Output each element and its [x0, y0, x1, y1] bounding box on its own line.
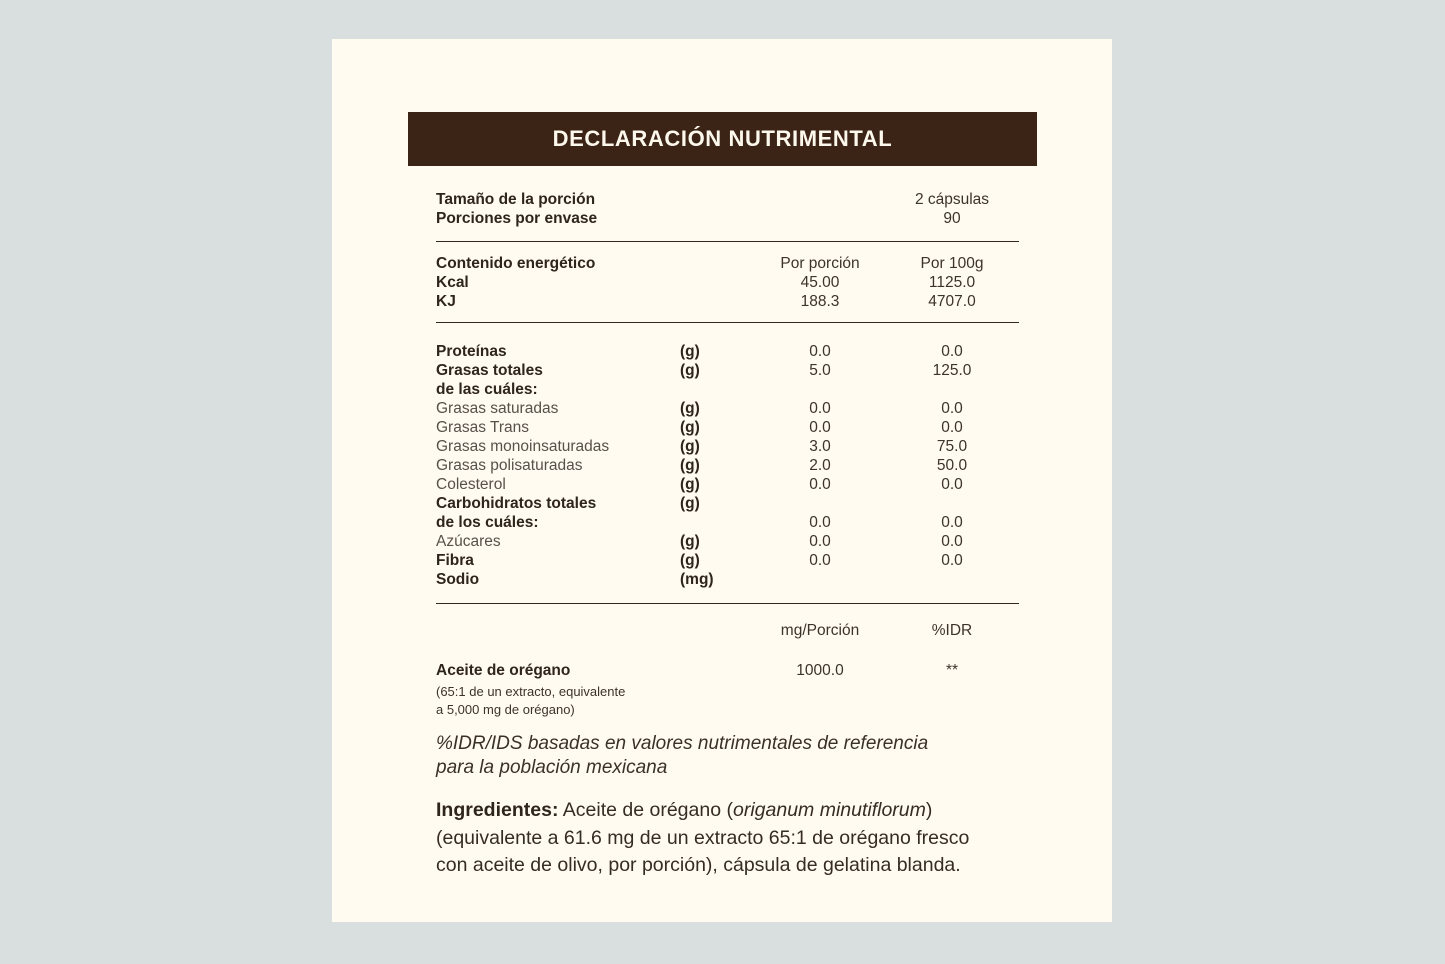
nutrient-per-100g: 75.0: [936, 438, 968, 455]
nutrient-per-serving: 0.0: [809, 476, 831, 493]
energy-label: Contenido energético: [436, 255, 596, 272]
nutrient-per-serving: 0.0: [809, 343, 831, 360]
nutrient-unit: (g): [680, 343, 700, 360]
nutrient-label: Carbohidratos totales: [436, 495, 597, 512]
nutrient-unit: (g): [680, 457, 700, 474]
nutrient-label: de los cuáles:: [436, 514, 539, 531]
serving-section: [436, 190, 1019, 228]
nutrient-per-100g: 0.0: [941, 419, 963, 436]
label-title: DECLARACIÓN NUTRIMENTAL: [552, 126, 893, 151]
serving-size-value: 2 cápsulas: [914, 191, 990, 208]
table-row: [436, 273, 1019, 292]
nutrient-per-serving: [755, 494, 885, 513]
table-row: [436, 292, 1019, 311]
nutrient-label: Azúcares: [436, 533, 501, 550]
supplement-per-serving: 1000.0: [796, 662, 844, 679]
nutrient-per-100g: 0.0: [941, 476, 963, 493]
nutrient-unit: (g): [680, 438, 700, 455]
table-row: [436, 254, 1019, 273]
table-row: [436, 513, 1019, 532]
supplement-header-row: [436, 621, 1019, 640]
nutrient-unit: (mg): [680, 571, 714, 588]
ingredients-line1: [436, 797, 1019, 825]
ingredients-text-after-italic: ): [925, 799, 933, 821]
nutrient-per-serving: 0.0: [809, 514, 831, 531]
supplement-name: Aceite de orégano: [436, 662, 571, 679]
kcal-per-100g: 1125.0: [928, 274, 976, 291]
nutrients-table: [436, 342, 1019, 589]
table-row: [436, 361, 1019, 380]
kcal-per-serving: 45.00: [800, 274, 840, 291]
table-row: [436, 380, 1019, 399]
table-row: [436, 418, 1019, 437]
nutrient-per-serving: 0.0: [809, 400, 831, 417]
spacer: [436, 621, 755, 640]
nutrient-label: Grasas Trans: [436, 419, 530, 436]
kj-per-serving: 188.3: [800, 293, 840, 310]
nutrient-label: Fibra: [436, 552, 474, 569]
label-content: [332, 166, 1112, 880]
column-header-per-100g: Por 100g: [920, 255, 984, 272]
supplement-row: [436, 661, 1019, 718]
table-row: [436, 190, 1019, 209]
nutrient-per-serving: 0.0: [809, 533, 831, 550]
nutrient-per-100g: [885, 570, 1019, 589]
column-header-mg-per-serving: mg/Porción: [780, 622, 860, 639]
nutrient-per-100g: 50.0: [936, 457, 968, 474]
table-row: [436, 342, 1019, 361]
table-row: [436, 399, 1019, 418]
nutrient-unit: (g): [680, 495, 700, 512]
nutrient-per-serving: [755, 380, 885, 399]
nutrient-per-serving: 2.0: [809, 457, 831, 474]
table-row: [436, 456, 1019, 475]
ingredients-label: Ingredientes:: [436, 799, 559, 821]
idr-footnote-line2: para la población mexicana: [436, 757, 668, 778]
divider: [436, 603, 1019, 604]
kj-per-100g: 4707.0: [928, 293, 976, 310]
ingredients-line3: con aceite de olivo, por porción), cápsula de gelatina blanda.: [436, 854, 961, 876]
kj-label: KJ: [436, 293, 456, 310]
nutrient-label: Proteínas: [436, 343, 507, 360]
serving-size-label: Tamaño de la porción: [436, 191, 596, 208]
servings-per-container-value: 90: [943, 210, 961, 227]
table-row: [436, 475, 1019, 494]
divider: [436, 322, 1019, 323]
nutrient-per-100g: 0.0: [941, 552, 963, 569]
nutrient-label: Sodio: [436, 571, 480, 588]
nutrient-label: Grasas saturadas: [436, 400, 559, 417]
nutrient-per-serving: 3.0: [809, 438, 831, 455]
table-row: [436, 551, 1019, 570]
servings-per-container-label: Porciones por envase: [436, 210, 598, 227]
kcal-label: Kcal: [436, 274, 469, 291]
table-row: [436, 532, 1019, 551]
nutrient-unit: (g): [680, 419, 700, 436]
energy-section: [436, 254, 1019, 311]
nutrient-per-serving: 5.0: [809, 362, 831, 379]
nutrient-unit: (g): [680, 533, 700, 550]
nutrient-per-serving: [755, 570, 885, 589]
nutrient-per-100g: 0.0: [941, 514, 963, 531]
nutrient-label: Grasas totales: [436, 362, 543, 379]
nutrient-per-100g: [885, 380, 1019, 399]
nutrient-per-100g: [885, 494, 1019, 513]
ingredients-line2: (equivalente a 61.6 mg de un extracto 65:1 de orégano fresco: [436, 826, 970, 849]
nutrient-unit: [680, 380, 755, 399]
idr-footnote: [436, 732, 1019, 780]
idr-footnote-line1: %IDR/IDS basadas en valores nutrimentales de referencia: [436, 733, 929, 754]
table-row: [436, 570, 1019, 589]
column-header-idr: %IDR: [931, 622, 973, 639]
nutrient-label: Grasas polisaturadas: [436, 457, 583, 474]
nutrient-unit: (g): [680, 552, 700, 569]
nutrient-per-100g: 125.0: [932, 362, 972, 379]
nutrient-label: Grasas monoinsaturadas: [436, 438, 610, 455]
column-header-per-serving: Por porción: [780, 255, 860, 272]
nutrient-label: Colesterol: [436, 476, 506, 493]
ingredients-species-italic: origanum minutiflorum: [732, 799, 926, 821]
divider: [436, 241, 1019, 242]
ingredients-paragraph: [436, 797, 1019, 880]
label-header-bar: [408, 112, 1037, 166]
nutrient-unit: (g): [680, 476, 700, 493]
supplement-note-line1: (65:1 de un extracto, equivalente: [436, 684, 626, 699]
supplement-note: [436, 683, 755, 718]
supplement-idr: **: [945, 662, 959, 679]
nutrient-unit: (g): [680, 362, 700, 379]
nutrient-per-100g: 0.0: [941, 400, 963, 417]
nutrient-unit: (g): [680, 400, 700, 417]
nutrient-unit: [680, 513, 755, 532]
table-row: [436, 437, 1019, 456]
nutrition-label-card: [332, 39, 1112, 922]
nutrient-label: de las cuáles:: [436, 381, 538, 398]
table-row: [436, 209, 1019, 228]
ingredients-text-before-italic: Aceite de orégano (: [558, 799, 733, 821]
nutrient-per-100g: 0.0: [941, 533, 963, 550]
nutrient-per-serving: 0.0: [809, 552, 831, 569]
supplement-note-line2: a 5,000 mg de orégano): [436, 701, 575, 717]
supplement-name-block: [436, 661, 755, 718]
table-row: [436, 494, 1019, 513]
nutrient-per-serving: 0.0: [809, 419, 831, 436]
nutrient-per-100g: 0.0: [941, 343, 963, 360]
